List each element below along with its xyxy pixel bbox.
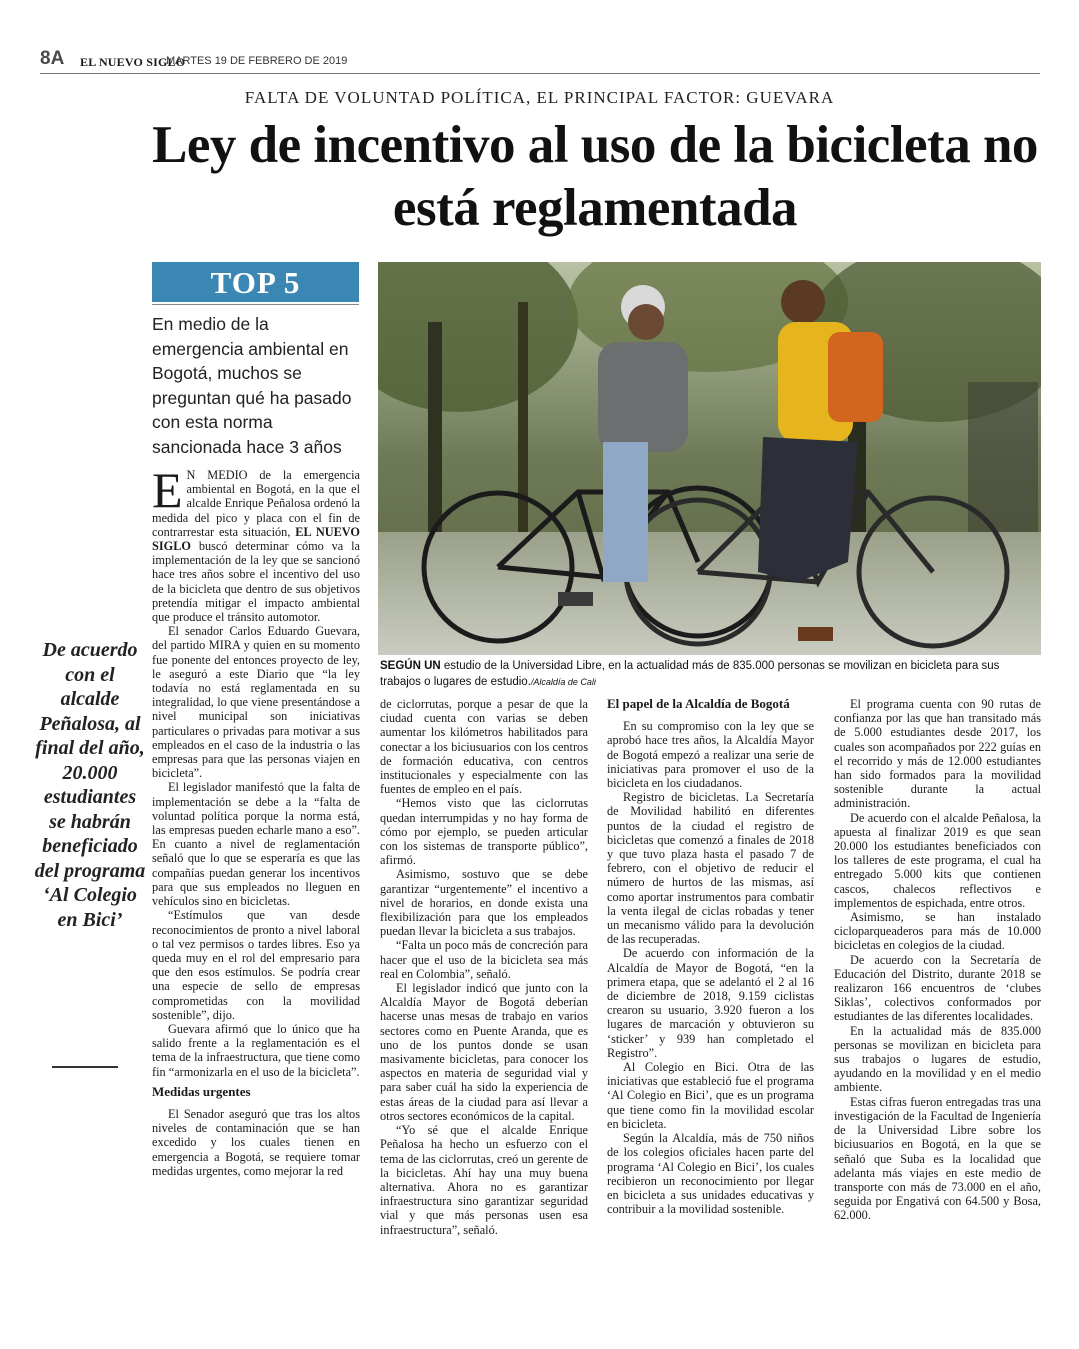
paragraph: El legislador indicó que junto con la Alcaldía Mayor de Bogotá deberían hacerse unas mesas de trabajo en varios sectores como en Puente Aranda, que es uno de los puntos donde se usan masivamente bicicletas, para conocer los aspectos en materia de seguridad vial y para saber cuál ha sido la experiencia de estas áreas de la ciudad para así llevar a otros sectores económicos de la capital. bbox=[380, 981, 588, 1123]
text-column-1 bbox=[152, 462, 360, 1178]
paragraph: De acuerdo con información de la Alcaldía de Mayor de Bogotá, “en la primera etapa, que se adelantó el 2 al 16 de diciembre de 2018, 9.159 ciclistas crearon su usuario, 3.920 fueron a los lugares de marcación y obtuvieron su ‘sticker’ y 939 han completado el Registro”. bbox=[607, 946, 814, 1060]
photo-caption bbox=[380, 658, 1042, 690]
paragraph: “Hemos visto que las ciclorrutas quedan interrumpidas y no hay forma de cómo por ejemplo, se pueden articular con los sistemas de transporte público”, afirmó. bbox=[380, 796, 588, 868]
bicycle-photo-illustration bbox=[378, 262, 1041, 655]
paragraph: de ciclorrutas, porque a pesar de que la ciudad cuenta con varias se deben aumentar los kilómetros habilitados para conectar a los biciusuarios con los centros de formación educativa, con centros institucionales y especialmente con las fuentes de empleo en el país. bbox=[380, 697, 588, 797]
paragraph: Al Colegio en Bici. Otra de las iniciativas que estableció fue el programa ‘Al Colegio en Bici’, que es un programa que tiene como fin la movilidad escolar en bicicleta. bbox=[607, 1060, 814, 1131]
subheading: El papel de la Alcaldía de Bogotá bbox=[607, 696, 790, 711]
paragraph bbox=[152, 462, 360, 625]
newspaper-name: EL NUEVO SIGLO bbox=[80, 55, 186, 69]
paragraph: De acuerdo con la Secretaría de Educación del Distrito, durante 2018 se realizaron 166 encuentros de ‘clubes Siklas’, colectivos conformados por estudiantes de las diferentes localidades. bbox=[834, 952, 1041, 1024]
subheading: Medidas urgentes bbox=[152, 1083, 251, 1099]
pull-quote: De acuerdo con el alcalde Peñalosa, al final del año, 20.000 estudiantes se habrán beneficiado del programa ‘Al Colegio en Bici’ bbox=[34, 639, 146, 931]
newspaper-name-inline: EL NUEVO SIGLO bbox=[152, 524, 360, 554]
paragraph-text: N MEDIO de la emergencia ambiental en Bogotá, en la que el alcalde Enrique Peñalosa ordenó la medida del pico y placa con el fin de contrarrestar esta situación, bbox=[152, 468, 360, 539]
paragraph: El Senador aseguró que tras los altos niveles de contaminación que se han excedido y los cuales tienen en emergencia a Bogotá, se requiere tomar medidas urgentes, como mejorar la red bbox=[152, 1106, 360, 1178]
article-summary: En medio de la emergencia ambiental en Bogotá, muchos se preguntan qué ha pasado con esta norma sancionada hace 3 años bbox=[152, 314, 352, 457]
paragraph: “Yo sé que el alcalde Enrique Peñalosa ha hecho un esfuerzo con el tema de las ciclorrutas, creó un gerente de la bicicletas. Ahí hay una muy buena alternativa. Ahora no es garantizar infraestructura sino garantizar seguridad vial y que más personas usen esa infraestructura”, señaló. bbox=[380, 1123, 588, 1237]
paragraph: El senador Carlos Eduardo Guevara, del partido MIRA y quien en su momento fue ponente del entonces proyecto de ley, le aseguró a este Diario que “la ley todavía no está reglamentada en su integralidad, lo que viene presentándose a nivel municipal son iniciativas particulares o privadas para motivar a sus empleados en el caso de la industria o las empresas para que las personas viajen en bicicleta”. bbox=[152, 624, 360, 781]
paragraph: Asimismo, se han instalado cicloparqueaderos para más de 10.000 bicicletas en colegios de la ciudad. bbox=[834, 910, 1041, 953]
paragraph: Guevara afirmó que lo único que ha salido frente a la reglamentación es el tema de la infraestructura, que tiene como fin “armonizarla en el uso de la bicicleta”. bbox=[152, 1021, 360, 1079]
paragraph: Según la Alcaldía, más de 750 niños de los colegios oficiales hacen parte del programa ‘Al Colegio en Bici’, los cuales recibieron un reconocimiento por llegar en bicicleta a sus unidades educativas y contribuir a la movilidad sostenible. bbox=[607, 1131, 814, 1217]
article-kicker: FALTA DE VOLUNTAD POLÍTICA, EL PRINCIPAL FACTOR: GUEVARA bbox=[244, 88, 835, 107]
article-photo bbox=[378, 262, 1041, 655]
paragraph-text: buscó determinar cómo va la implementación de la ley que se sancionó hace tres años sobre el incentivo del uso de la bicicleta que dentro de sus objetivos pretendía mitigar el impacto ambiental que produce el tránsito automotor. bbox=[152, 539, 360, 625]
paragraph: Asimismo, sostuvo que se debe garantizar “urgentemente” el incentivo a nivel de horarios, en donde exista una flexibilización para que los empleados puedan llevar la bicicleta a sus trabajos. bbox=[380, 867, 588, 939]
paragraph: En su compromiso con la ley que se aprobó hace tres años, la Alcaldía Mayor de Bogotá empezó a realizar una serie de iniciativas para promover el uso de la bicicleta en los ciudadanos. bbox=[607, 719, 814, 791]
pull-quote-rule bbox=[52, 1066, 118, 1068]
header-rule bbox=[40, 73, 1040, 74]
paragraph: “Falta un poco más de concreción para hacer que el uso de la bicicleta sea más real en Colombia”, señaló. bbox=[380, 938, 588, 981]
paragraph: “Estímulos que van desde reconocimientos de pronto a nivel laboral o tal vez permisos o tardes libres. Eso ya queda muy en el rol del empresario para que den esos estímulos. Se podría crear una especie de sello de empresas comprometidas con la movilidad sostenible”, dijo. bbox=[152, 908, 360, 1022]
paragraph: Registro de bicicletas. La Secretaría de Movilidad habilitó en diferentes puntos de la ciudad el registro de bicicletas que comenzó a finales de 2018 y que tuvo plaza hasta el pasado 7 de febrero, con el objetivo de reducir el número de hurtos de las mismas, así como aportar instrumentos para combatir la venta ilegal de ciclas robadas y tener un mecanismo válido para la devolución de las recuperadas. bbox=[607, 790, 814, 947]
issue-date: MARTES 19 DE FEBRERO DE 2019 bbox=[166, 55, 348, 67]
paragraph: En la actualidad más de 835.000 personas se movilizan en bicicleta para sus trabajos o lugares de estudio, ayudando en la movilidad y en el medio ambiente. bbox=[834, 1023, 1041, 1095]
article-headline: Ley de incentivo al uso de la bicicleta no está reglamentada bbox=[152, 116, 1038, 237]
paragraph: Estas cifras fueron entregadas tras una investigación de la Facultad de Ingeniería de la Universidad Libre sobre los biciusuarios en Bogotá, en la que se señaló que Suba es la localidad que adelanta más viajes en este medio de transporte con más de 73.000 en el año, seguida por Engativá con 64.500 y Bosa, 62.000. bbox=[834, 1094, 1041, 1223]
paragraph: El programa cuenta con 90 rutas de confianza por las que han transitado más de 5.000 estudiantes desde 2017, los cuales son acompañados por 222 guías en el recorrido y más de 12.000 estudiantes han sido formados para la movilidad sostenible durante la actual administración. bbox=[834, 697, 1041, 811]
photo-credit: /Alcaldía de Cali bbox=[530, 677, 596, 687]
text-column-3 bbox=[607, 697, 814, 1216]
top-label-badge: TOP 5 bbox=[152, 262, 359, 302]
paragraph: De acuerdo con el alcalde Peñalosa, la apuesta al finalizar 2019 es que sean 20.000 los estudiantes beneficiados con los talleres de este programa, el cual ha entregado 5.000 kits que contienen cascos, chalecos reflectivos e implementos de espichada, entre otros. bbox=[834, 810, 1041, 910]
page-number: 8A bbox=[40, 48, 65, 69]
drop-cap: E bbox=[152, 462, 183, 518]
paragraph: El legislador manifestó que la falta de implementación se debe a la “falta de voluntad política porque la norma está, las empresas pueden echarle mano a eso”. En cuanto a nivel de reglamentación señaló que lo que se esperaría es que las compañías puedan generar los incentivos para que sus empleados no lleguen en vehículos sino en bicicletas. bbox=[152, 780, 360, 909]
text-column-2 bbox=[380, 697, 588, 1237]
top-label-rule bbox=[152, 304, 359, 305]
caption-lead: SEGÚN UN bbox=[380, 660, 441, 672]
caption-text: estudio de la Universidad Libre, en la actualidad más de 835.000 personas se movilizan en bicicleta para sus trabajos o lugares de estudio. bbox=[380, 660, 1000, 688]
text-column-4 bbox=[834, 697, 1041, 1223]
